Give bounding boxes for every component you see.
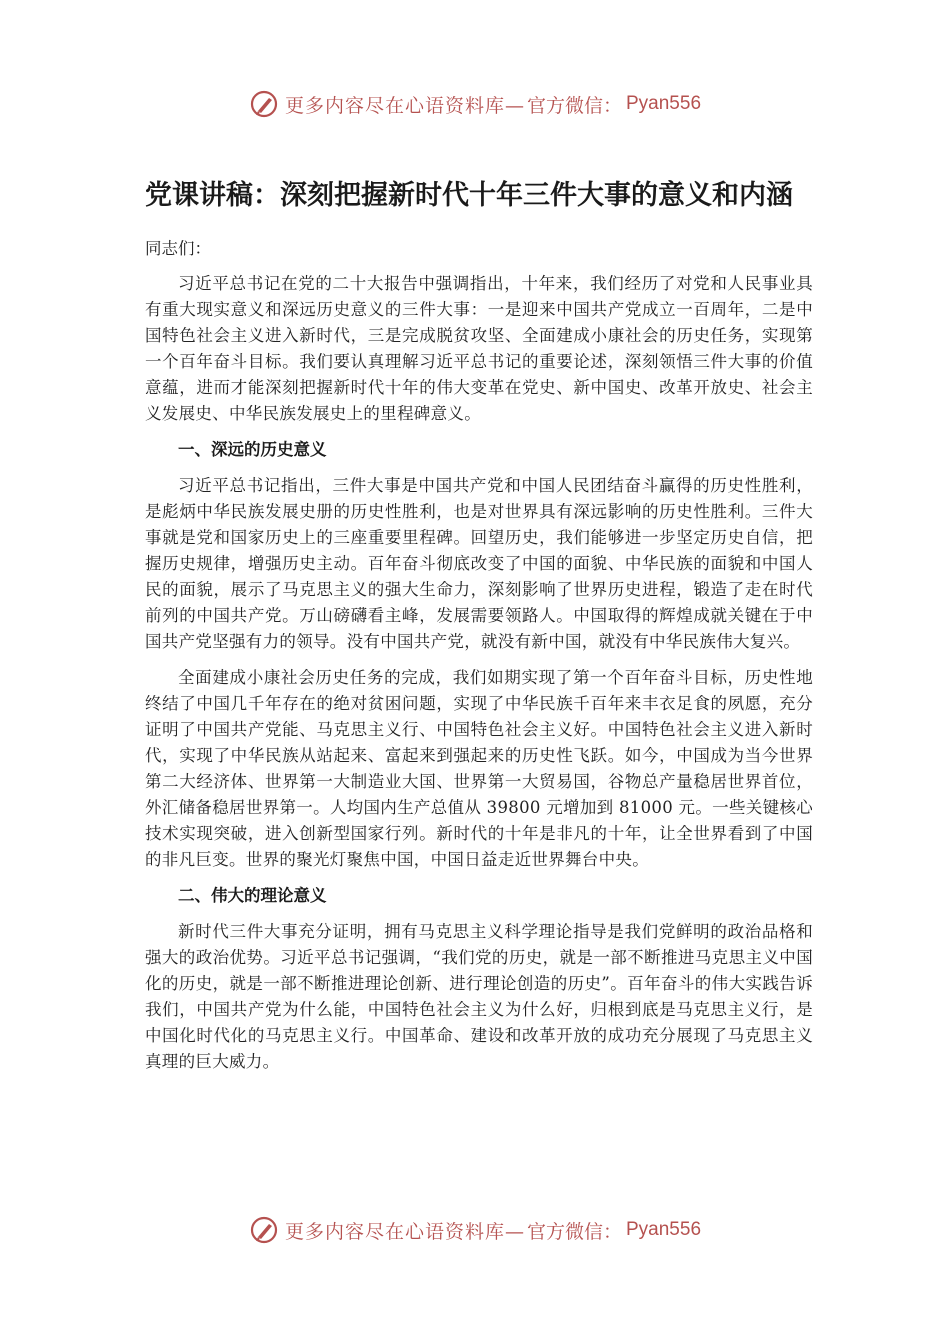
document-body [145, 172, 813, 1085]
section-heading-history: 一、深远的历史意义 [178, 440, 327, 459]
pen-circle-icon [249, 89, 279, 119]
pen-circle-icon [249, 1215, 279, 1245]
footer-banner [0, 1210, 950, 1250]
banner-wechat-label: 官方微信： [526, 1220, 622, 1243]
banner-wechat-label: 官方微信： [526, 94, 622, 117]
greeting: 同志们： [145, 239, 211, 258]
banner-account: Pyan556 [626, 93, 702, 114]
paragraph: 习近平总书记指出，三件大事是中国共产党和中国人民团结奋斗赢得的历史性胜利，是彪炳中华民族发展史册的历史性胜利，也是对世界具有深远影响的历史性胜利。三件大事就是党和国家历史上的三座重要里程碑。回望历史，我们能够进一步坚定历史自信，把握历史规律，增强历史主动。百年奋斗彻底改变了中国的面貌、中华民族的面貌和中国人民的面貌，展示了马克思主义的强大生命力，深刻影响了世界历史进程，锻造了走在时代前列的中国共产党。万山磅礴看主峰，发展需要领路人。中国取得的辉煌成就关键在于中国共产党坚强有力的领导。没有中国共产党，就没有新中国，就没有中华民族伟大复兴。 [145, 476, 813, 651]
header-banner [0, 84, 950, 124]
banner-slogan: 更多内容尽在心语资料库— [284, 94, 525, 117]
banner-slogan: 更多内容尽在心语资料库— [284, 1220, 525, 1243]
banner-account: Pyan556 [626, 1219, 702, 1240]
intro-paragraph: 习近平总书记在党的二十大报告中强调指出，十年来，我们经历了对党和人民事业具有重大现实意义和深远历史意义的三件大事：一是迎来中国共产党成立一百周年，二是中国特色社会主义进入新时代，三是完成脱贫攻坚、全面建成小康社会的历史任务，实现第一个百年奋斗目标。我们要认真理解习近平总书记的重要论述，深刻领悟三件大事的价值意蕴，进而才能深刻把握新时代十年的伟大变革在党史、新中国史、改革开放史、社会主义发展史、中华民族发展史上的里程碑意义。 [145, 274, 813, 423]
document-title: 党课讲稿：深刻把握新时代十年三件大事的意义和内涵 [145, 180, 793, 211]
paragraph: 新时代三件大事充分证明，拥有马克思主义科学理论指导是我们党鲜明的政治品格和强大的政治优势。习近平总书记强调，“我们党的历史，就是一部不断推进马克思主义中国化的历史，就是一部不断推进理论创新、进行理论创造的历史”。百年奋斗的伟大实践告诉我们，中国共产党为什么能，中国特色社会主义为什么好，归根到底是马克思主义行，是中国化时代化的马克思主义行。中国革命、建设和改革开放的成功充分展现了马克思主义真理的巨大威力。 [145, 922, 813, 1071]
section-heading-theory: 二、伟大的理论意义 [178, 886, 327, 905]
paragraph: 全面建成小康社会历史任务的完成，我们如期实现了第一个百年奋斗目标，历史性地终结了中国几千年存在的绝对贫困问题，实现了中华民族千百年来丰衣足食的夙愿，充分证明了中国共产党能、马克思主义行、中国特色社会主义好。中国特色社会主义进入新时代，实现了中华民族从站起来、富起来到强起来的历史性飞跃。如今，中国成为当今世界第二大经济体、世界第一大制造业大国、世界第一大贸易国，谷物总产量稳居世界首位，外汇储备稳居世界第一。人均国内生产总值从 39800 元增加到 81000 元。一些关键核心技术实现突破，进入创新型国家行列。新时代的十年是非凡的十年，让全世界看到了中国的非凡巨变。世界的聚光灯聚焦中国，中国日益走近世界舞台中央。 [145, 668, 813, 869]
